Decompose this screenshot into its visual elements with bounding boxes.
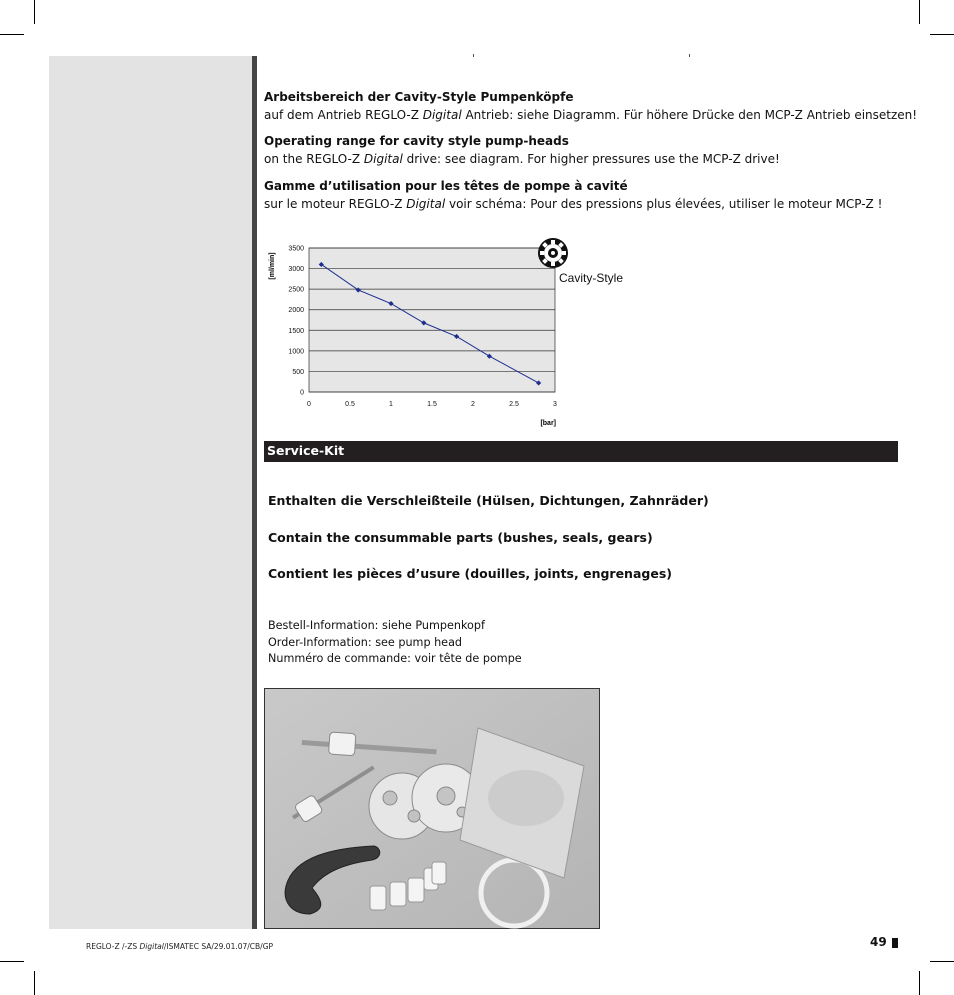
y-tick-label: 1000 [288, 348, 304, 356]
x-tick-label: 2.5 [509, 401, 519, 408]
operating-range-en [264, 132, 780, 168]
y-tick-label: 0 [300, 389, 304, 397]
order-en: Order-Information: see pump head [268, 635, 463, 649]
text-en: on the REGLO-Z Digital drive: see diagram. For higher pressures use the MCP-Z drive! [264, 152, 780, 166]
heading-fr: Gamme d’utilisation pour les têtes de pompe à cavité [264, 179, 628, 193]
order-de: Bestell-Information: siehe Pumpenkopf [268, 619, 485, 632]
x-axis-label: [bar] [540, 420, 556, 427]
service-kit-de: Enthalten die Verschleißteile (Hülsen, Dichtungen, Zahnräder) [268, 493, 709, 508]
y-tick-label: 2500 [288, 286, 304, 294]
x-tick-label: 0.5 [345, 401, 355, 408]
operating-range-chart [262, 238, 642, 434]
crop-mark [919, 971, 920, 995]
x-tick-label: 3 [553, 401, 557, 408]
y-tick-label: 1500 [288, 327, 304, 335]
text-de: auf dem Antrieb REGLO-Z Digital Antrieb: siehe Diagramm. Für höhere Drücke den MCP-Z Antrieb einsetzen! [264, 108, 918, 122]
y-tick-label: 500 [292, 368, 304, 376]
order-fr: Numméro de commande: voir tête de pompe [268, 652, 522, 665]
page-marker [892, 938, 898, 948]
service-kit-fr: Contient les pièces d’usure (douilles, joints, engrenages) [268, 566, 672, 581]
crop-mark [34, 0, 35, 24]
left-margin-panel [49, 56, 252, 929]
heading-en: Operating range for cavity style pump-heads [264, 134, 569, 148]
crop-mark [0, 34, 24, 35]
y-axis-label: [ml/min] [269, 252, 276, 280]
x-tick-label: 1.5 [427, 401, 437, 408]
y-tick-label: 3500 [288, 245, 304, 253]
y-tick-label: 2000 [288, 307, 304, 315]
operating-range-fr [264, 177, 882, 213]
service-kit-title: Service-Kit [267, 443, 345, 458]
order-information [268, 618, 522, 668]
crop-mark [34, 971, 35, 995]
crop-mark [919, 0, 920, 24]
register-tick [473, 54, 474, 57]
footer-imprint: REGLO-Z /-ZS Digital/ISMATEC SA/29.01.07/CB/GP [86, 942, 274, 951]
x-tick-label: 0 [307, 401, 311, 408]
margin-rule [252, 56, 257, 929]
text-fr: sur le moteur REGLO-Z Digital voir schéma: Pour des pressions plus élevées, utiliser le moteur MCP-Z ! [264, 197, 883, 211]
crop-mark [930, 961, 954, 962]
heading-de: Arbeitsbereich der Cavity-Style Pumpenköpfe [264, 90, 574, 104]
y-tick-label: 3000 [288, 266, 304, 274]
crop-mark [930, 34, 954, 35]
cavity-pump-icon [538, 238, 568, 268]
service-kit-bar [264, 441, 898, 462]
plot-area [309, 248, 555, 392]
x-tick-label: 2 [471, 401, 475, 408]
register-tick [689, 54, 690, 57]
crop-mark [0, 961, 24, 962]
x-tick-label: 1 [389, 401, 393, 408]
legend-label: Cavity-Style [559, 271, 624, 285]
page-number: 49 [870, 935, 887, 949]
service-kit-photo [264, 688, 600, 929]
operating-range-de [264, 88, 917, 124]
service-kit-en: Contain the consummable parts (bushes, seals, gears) [268, 530, 653, 545]
